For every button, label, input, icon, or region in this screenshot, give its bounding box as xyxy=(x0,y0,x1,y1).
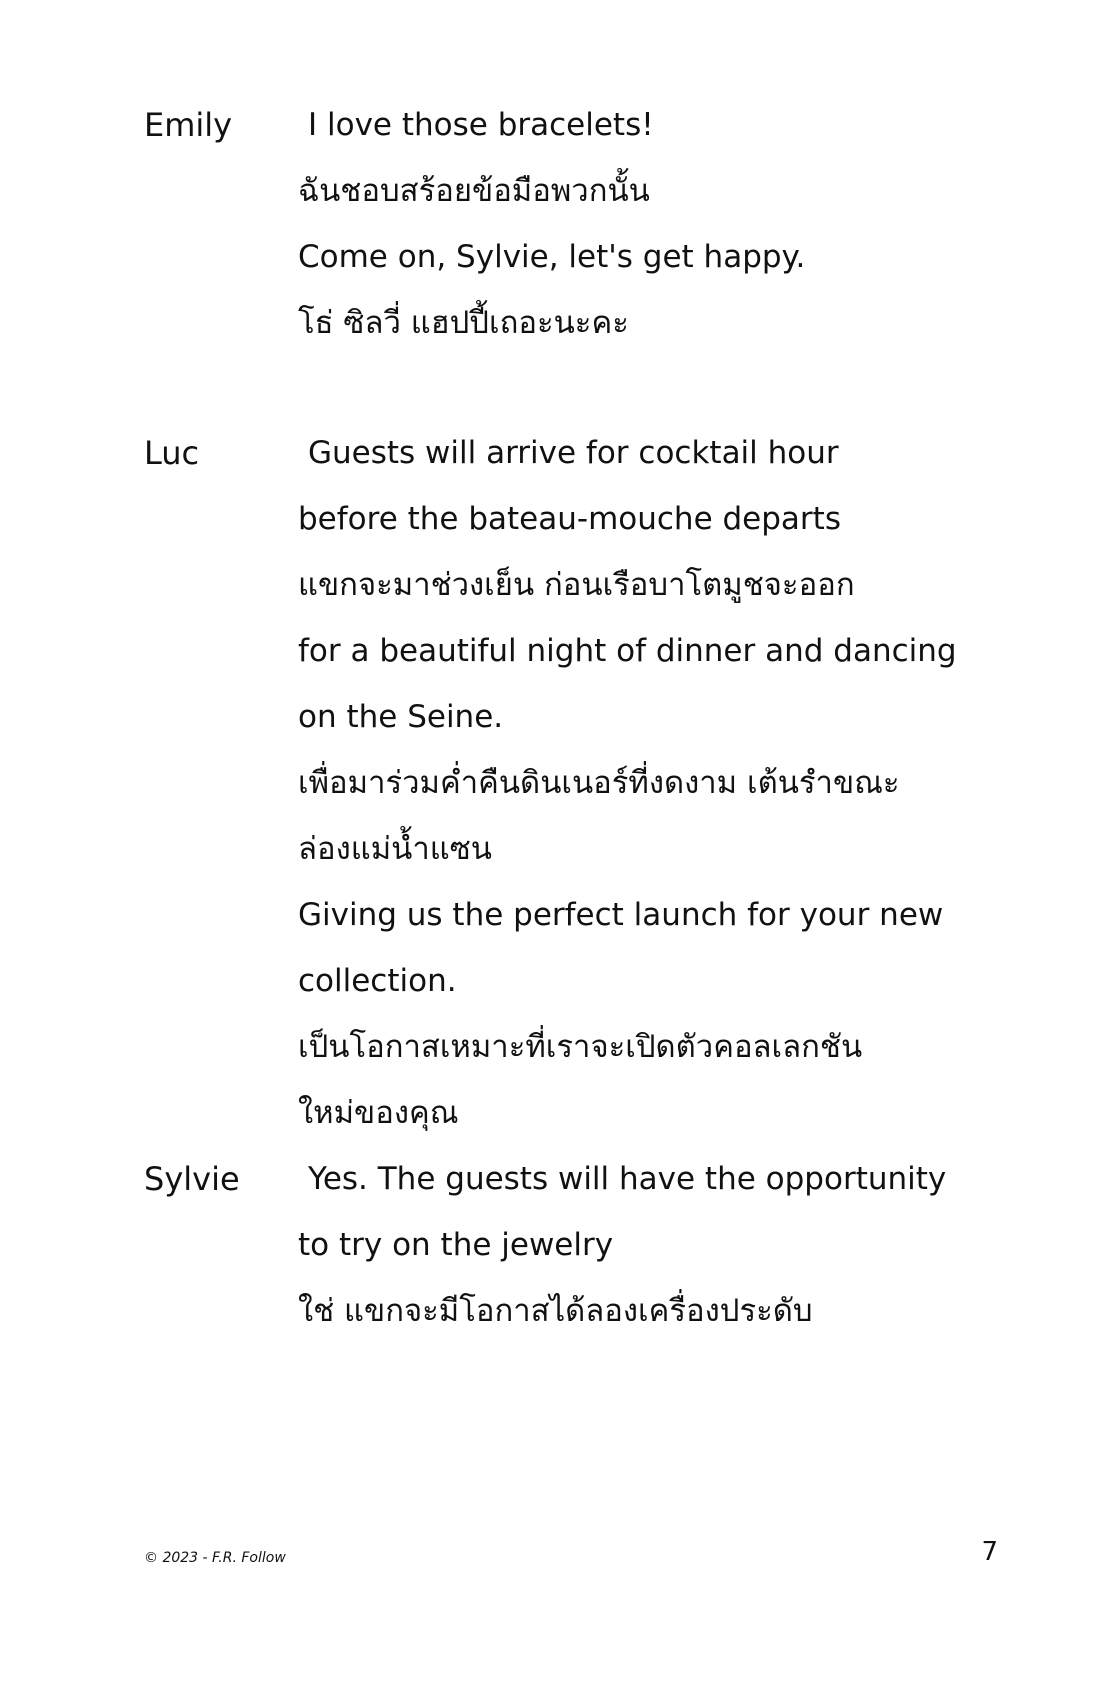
dialogue-line: Yes. The guests will have the opportunity xyxy=(308,1161,947,1197)
dialogue-line: I love those bracelets! xyxy=(308,107,654,143)
dialogue-line: Come on, Sylvie, let's get happy. xyxy=(298,239,806,275)
dialogue-line: to try on the jewelry xyxy=(298,1227,614,1263)
dialogue-line: on the Seine. xyxy=(298,699,504,735)
copyright-notice: © 2023 - F.R. Follow xyxy=(144,1550,286,1566)
dialogue-line: collection. xyxy=(298,963,457,999)
dialogue-lines xyxy=(298,420,1018,1146)
dialogue-line: ใหม่ของคุณ xyxy=(298,1095,459,1131)
dialogue-line: เป็นโอกาสเหมาะที่เราจะเปิดตัวคอลเลกชัน xyxy=(298,1029,863,1065)
dialogue-line: โธ่ ซิลวี่ แฮปปี้เถอะนะคะ xyxy=(298,305,629,341)
dialogue-line: for a beautiful night of dinner and dancing xyxy=(298,633,957,669)
dialogue-line: before the bateau-mouche departs xyxy=(298,501,841,537)
speaker-name: Sylvie xyxy=(144,1160,240,1198)
dialogue-line: ฉันชอบสร้อยข้อมือพวกนั้น xyxy=(298,173,650,209)
dialogue-line: แขกจะมาช่วงเย็น ก่อนเรือบาโตมูชจะออก xyxy=(298,567,855,603)
dialogue-line: เพื่อมาร่วมค่ำคืนดินเนอร์ที่งดงาม เต้นรำขณะ xyxy=(298,765,900,801)
speaker-name: Emily xyxy=(144,106,233,144)
dialogue-lines xyxy=(298,92,1018,356)
dialogue-line: ล่องแม่น้ำแซน xyxy=(298,831,492,867)
speaker-name: Luc xyxy=(144,434,200,472)
page-number: 7 xyxy=(981,1537,998,1567)
dialogue-lines xyxy=(298,1146,1018,1344)
dialogue-line: Guests will arrive for cocktail hour xyxy=(308,435,839,471)
dialogue-line: ใช่ แขกจะมีโอกาสได้ลองเครื่องประดับ xyxy=(298,1293,813,1329)
dialogue-line: Giving us the perfect launch for your new xyxy=(298,897,944,933)
